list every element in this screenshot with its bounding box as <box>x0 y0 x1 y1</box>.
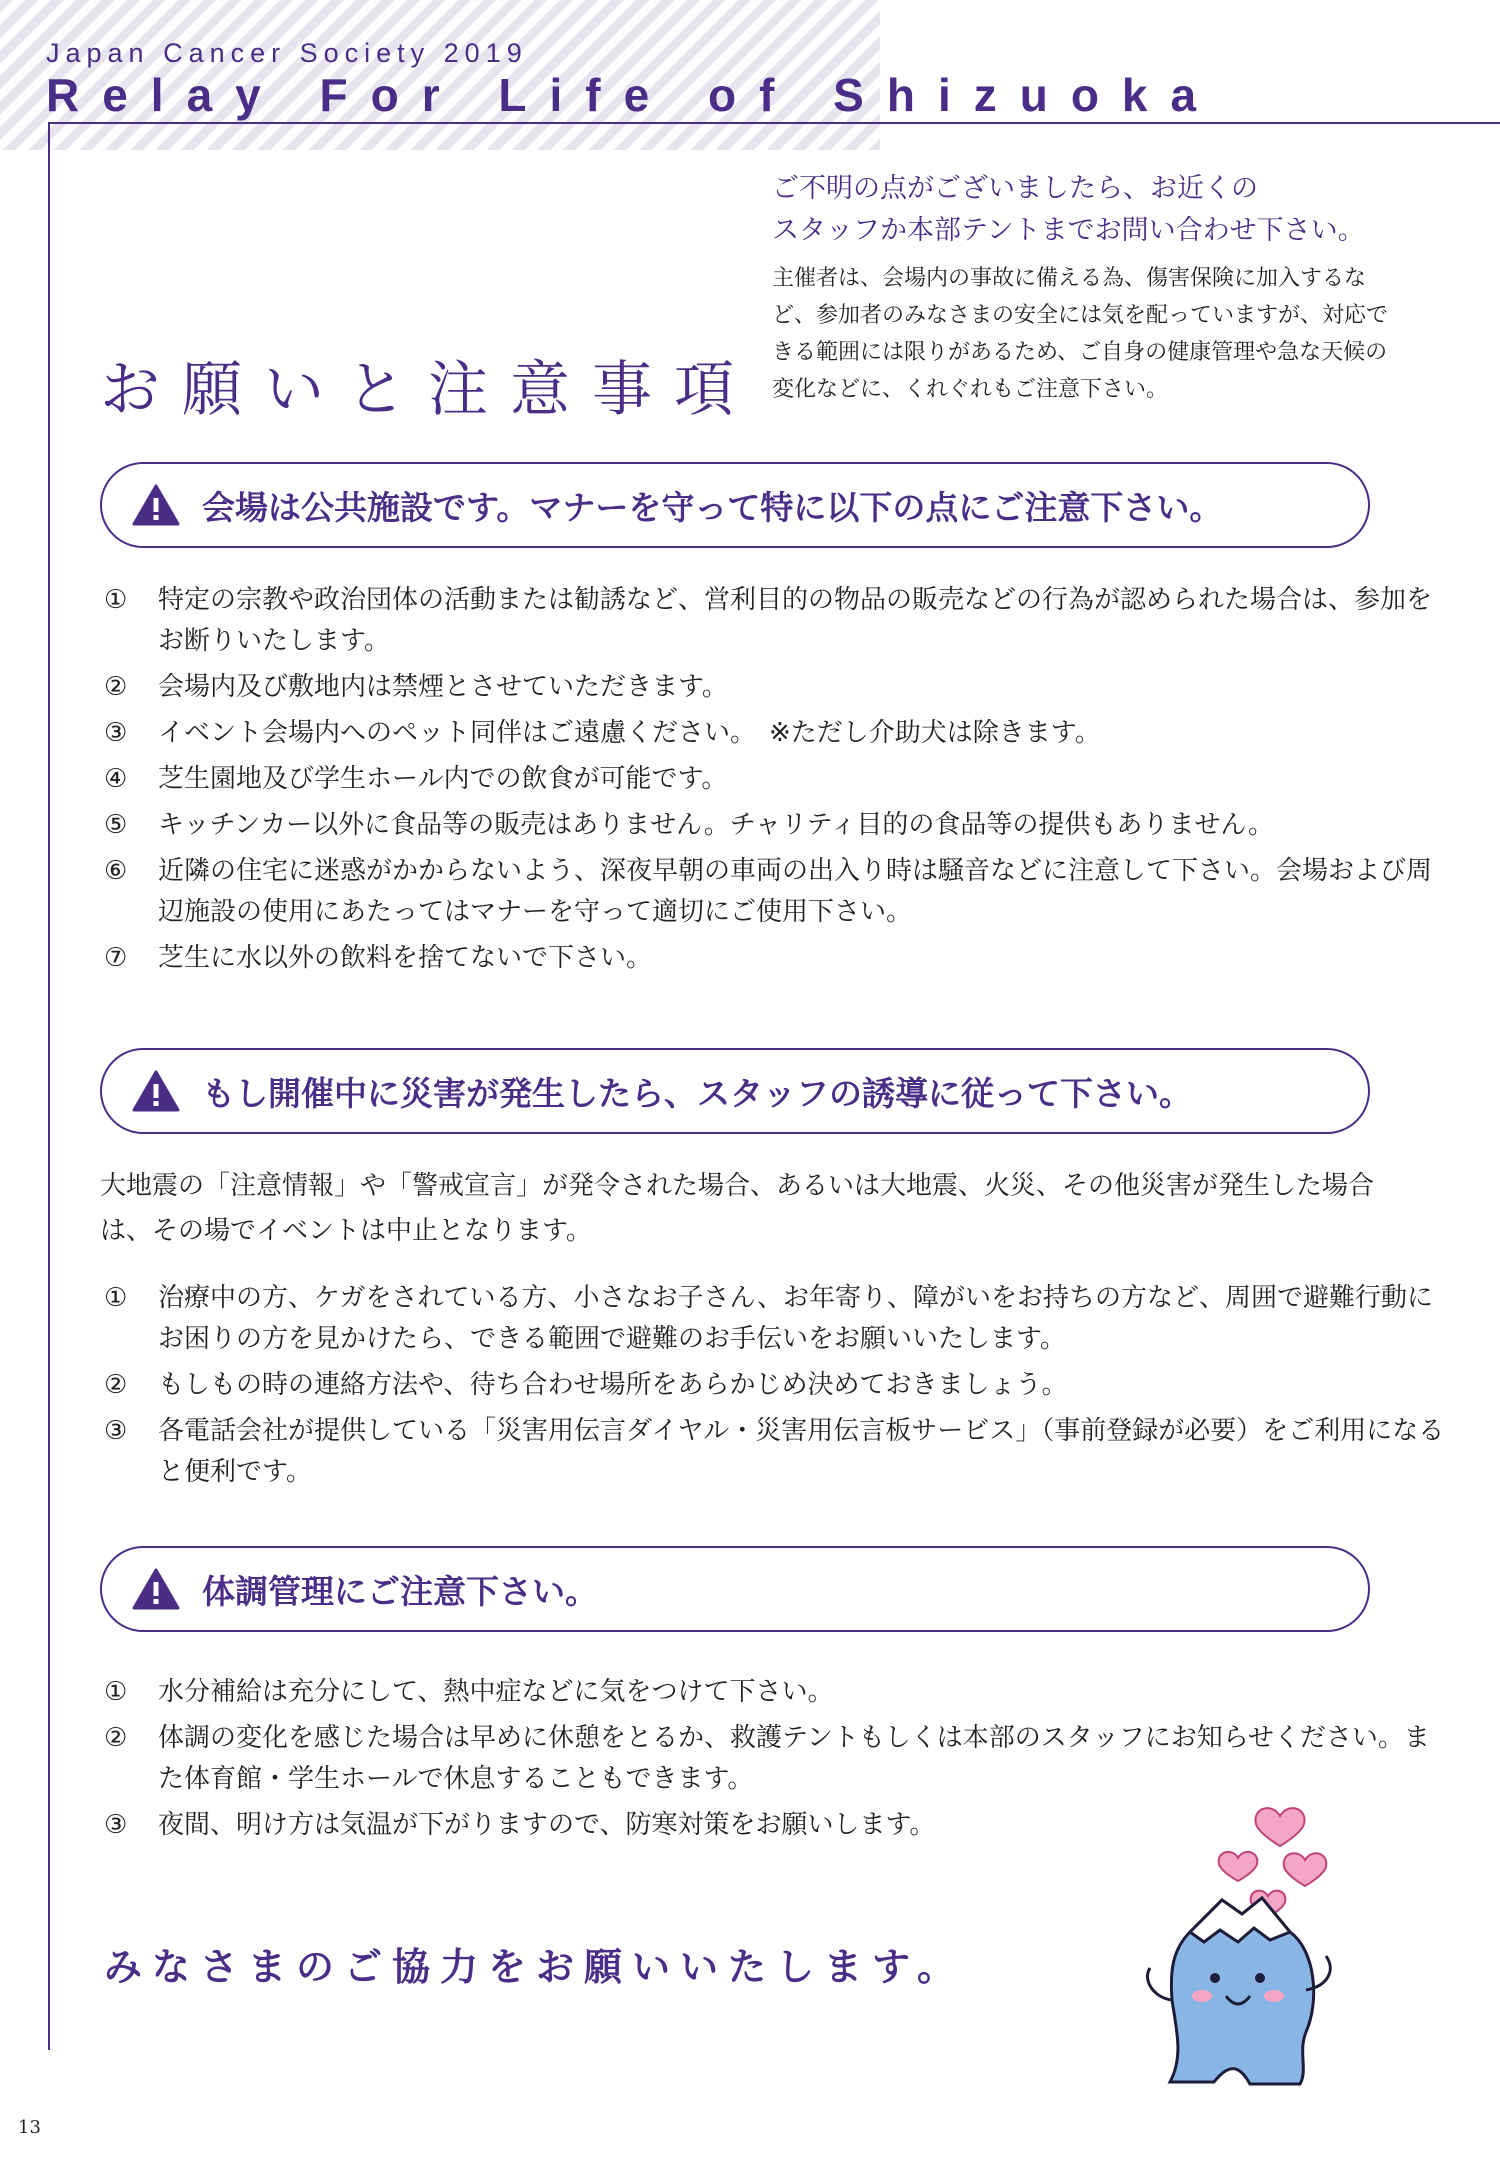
list-item: ⑦ 芝生に水以外の飲料を捨てないで下さい。 <box>104 943 653 973</box>
list-item: ① 水分補給は充分にして、熱中症などに気をつけて下さい。 <box>104 1677 834 1707</box>
section-heading-disaster <box>100 1048 1370 1134</box>
list-item: ④ 芝生園地及び学生ホール内での飲食が可能です。 <box>104 764 728 794</box>
section-heading-health <box>100 1546 1370 1632</box>
page-number: 13 <box>18 2117 41 2138</box>
frame-top-rule <box>48 122 1500 124</box>
list-item: ② もしもの時の連絡方法や、待ち合わせ場所をあらかじめ決めておきましょう。 <box>104 1370 1068 1400</box>
header-title: Relay For Life of Shizuoka <box>46 69 1220 121</box>
section-heading-text: 会場は公共施設です。マナーを守って特に以下の点にご注意下さい。 <box>202 487 1223 527</box>
list-item: ③ 各電話会社が提供している「災害用伝言ダイヤル・災害用伝言板サービス」（事前登録が必要）をご利用になると便利です。 <box>104 1416 1445 1487</box>
section-heading-manners <box>100 462 1370 548</box>
frame-left-rule <box>48 122 50 2050</box>
list-item: ① 特定の宗教や政治団体の活動または勧誘など、営利目的の物品の販売などの行為が認められた場合は、参加をお断りいたします。 <box>104 585 1433 656</box>
list-item: ⑤ キッチンカー以外に食品等の販売はありません。チャリティ目的の食品等の提供もありません。 <box>104 810 1274 840</box>
warning-triangle-icon <box>132 1070 180 1112</box>
intro-lead: ご不明の点がございましたら、お近くの スタッフか本部テントまでお問い合わせ下さい。 <box>772 173 1365 246</box>
intro-body: 主催者は、会場内の事故に備える為、傷害保険に加入するなど、参加者のみなさまの安全には気を配っていますが、対応できる範囲には限りがあるため、ご自身の健康管理や急な天候の変化などに、くれぐれもご注意下さい。 <box>772 266 1389 402</box>
list-item: ② 体調の変化を感じた場合は早めに休憩をとるか、救護テントもしくは本部のスタッフにお知らせください。また体育館・学生ホールで休息することもできます。 <box>104 1723 1430 1794</box>
disaster-list <box>104 1278 1448 1498</box>
warning-triangle-icon <box>132 484 180 526</box>
list-item: ⑥ 近隣の住宅に迷惑がかからないよう、深夜早朝の車両の出入り時は騒音などに注意して下さい。会場および周辺施設の使用にあたってはマナーを守って適切にご使用下さい。 <box>104 856 1433 927</box>
list-item: ③ イベント会場内へのペット同伴はご遠慮ください。 ※ただし介助犬は除きます。 <box>104 718 1101 748</box>
disaster-paragraph: 大地震の「注意情報」や「警戒宣言」が発令された場合、あるいは大地震、火災、その他災害が発生した場合は、その場でイベントは中止となります。 <box>100 1171 1375 1246</box>
page-title: お願いと注意事項 <box>100 355 756 425</box>
section-heading-text: もし開催中に災害が発生したら、スタッフの誘導に従って下さい。 <box>202 1073 1192 1113</box>
mascot-illustration <box>1130 1800 1360 2090</box>
list-item: ③ 夜間、明け方は気温が下がりますので、防寒対策をお願いします。 <box>104 1810 936 1840</box>
list-item: ① 治療中の方、ケガをされている方、小さなお子さん、お年寄り、障がいをお持ちの方など、周囲で避難行動にお困りの方を見かけたら、できる範囲で避難のお手伝いをお願いいたします。 <box>104 1283 1434 1354</box>
manners-list <box>104 580 1448 984</box>
closing-message: みなさまのご協力をお願いいたします。 <box>104 1945 965 1989</box>
section-heading-text: 体調管理にご注意下さい。 <box>202 1571 598 1611</box>
list-item: ② 会場内及び敷地内は禁煙とさせていただきます。 <box>104 672 728 702</box>
hearts-icon <box>1219 1808 1327 1917</box>
warning-triangle-icon <box>132 1568 180 1610</box>
header-subtitle: Japan Cancer Society 2019 <box>46 38 528 68</box>
